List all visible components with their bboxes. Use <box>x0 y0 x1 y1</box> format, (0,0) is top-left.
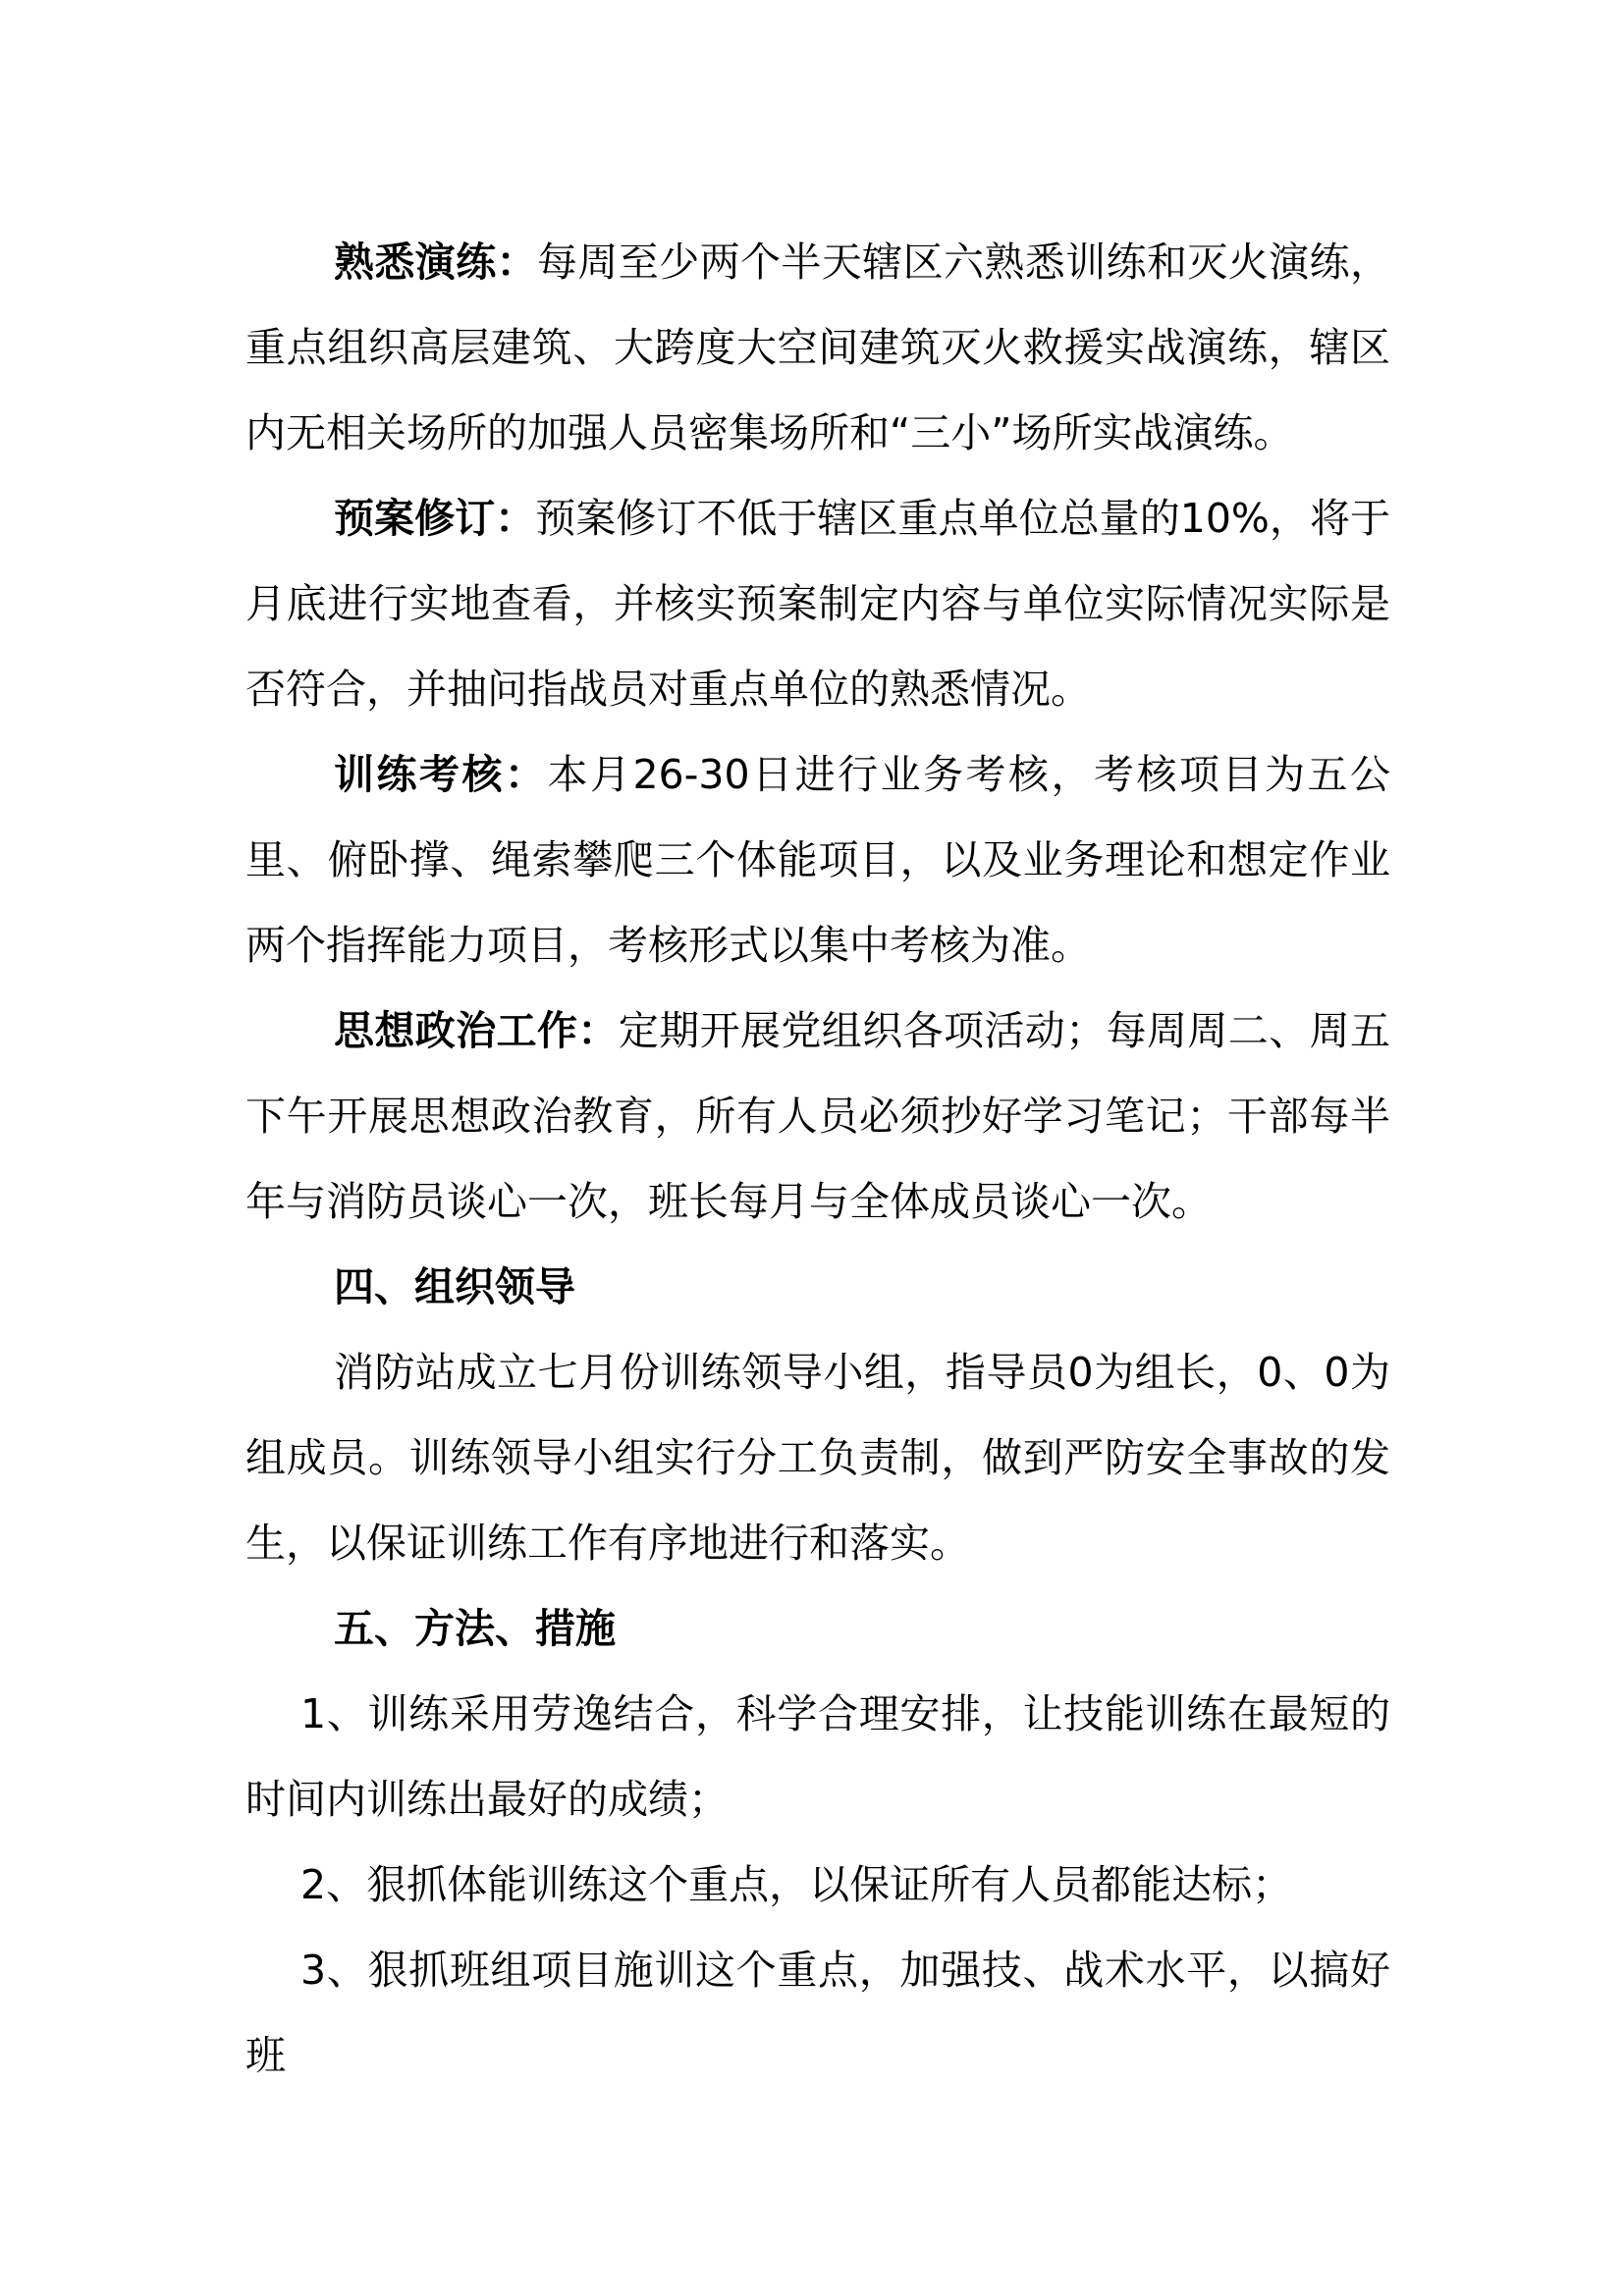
paragraph-plan-revision <box>245 476 1390 732</box>
paragraph-lead: 预案修订： <box>334 495 536 542</box>
list-item: 1、训练采用劳逸结合，科学合理安排，让技能训练在最短的时间内训练出最好的成绩； <box>245 1690 1390 1823</box>
paragraph-text: 定期开展党组织各项活动；每周周二、周五下午开展思想政治教育，所有人员必须抄好学习笔记；干部每半年与消防员谈心一次，班长每月与全体成员谈心一次。 <box>245 1007 1391 1225</box>
paragraph-familiarization-drill <box>245 220 1390 476</box>
list-item: 3、狠抓班组项目施训这个重点，加强技、战术水平，以搞好班 <box>245 1947 1390 2079</box>
paragraph-lead: 熟悉演练： <box>334 239 537 286</box>
paragraph-political-work <box>245 988 1390 1245</box>
section-heading-organization: 四、组织领导 <box>334 1263 575 1310</box>
paragraph-leadership-group: 消防站成立七月份训练领导小组，指导员0为组长，0、0为组成员。训练领导小组实行分工负责制，做到严防安全事故的发生，以保证训练工作有序地进行和落实。 <box>245 1349 1390 1567</box>
section-heading-methods: 五、方法、措施 <box>334 1605 616 1652</box>
paragraph-lead: 思想政治工作： <box>334 1007 619 1054</box>
paragraph-text: 预案修订不低于辖区重点单位总量的10%，将于月底进行实地查看，并核实预案制定内容与单位实际情况实际是否符合，并抽问指战员对重点单位的熟悉情况。 <box>245 495 1390 713</box>
paragraph-lead: 训练考核： <box>334 751 548 798</box>
list-item: 2、狠抓体能训练这个重点，以保证所有人员都能达标； <box>300 1861 1293 1908</box>
paragraph-text: 本月26-30日进行业务考核，考核项目为五公里、俯卧撑、绳索攀爬三个体能项目，以及业务理论和想定作业两个指挥能力项目，考核形式以集中考核为准。 <box>245 751 1390 969</box>
paragraph-text: 每周至少两个半天辖区六熟悉训练和灭火演练，重点组织高层建筑、大跨度大空间建筑灭火救援实战演练，辖区内无相关场所的加强人员密集场所和“三小”场所实战演练。 <box>245 239 1390 456</box>
paragraph-training-assessment <box>245 732 1390 988</box>
document-body <box>245 220 1390 2099</box>
